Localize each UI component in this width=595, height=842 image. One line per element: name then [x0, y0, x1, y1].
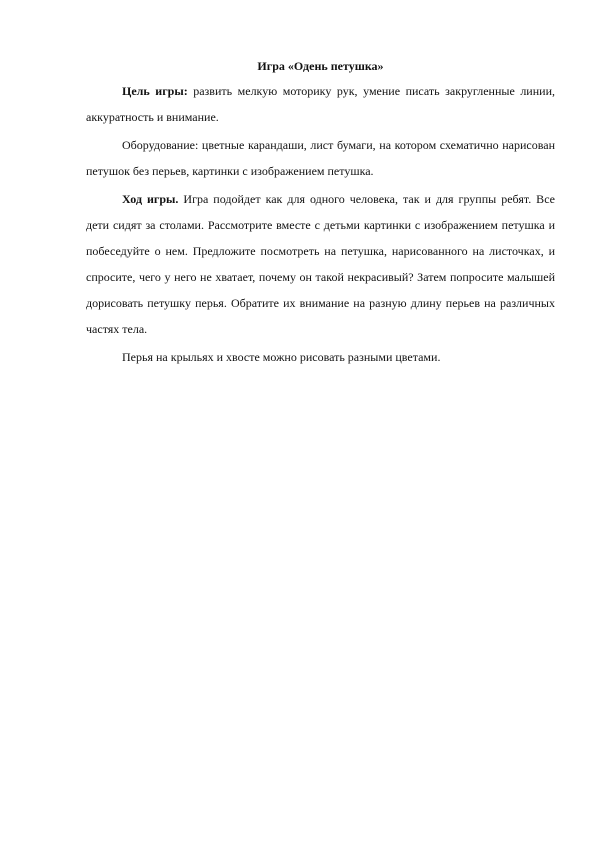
- goal-label: Цель игры:: [122, 84, 188, 98]
- note-paragraph: Перья на крыльях и хвосте можно рисовать разными цветами.: [122, 350, 441, 364]
- course-paragraph: [86, 186, 555, 342]
- course-text: Игра подойдет как для одного человека, так и для группы ребят. Все дети сидят за столами. Рассмотрите вместе с детьми картинки с изображением петушка и побеседуйте о нем. Предложите посмотреть на петушка, нарисованного на листочках, и спросите, чего у него не хватает, почему он такой некрасивый? Затем попросите малышей дорисовать петушку перья. Обратите их внимание на разную длину перьев на различных частях тела.: [86, 192, 555, 336]
- goal-text: развить мелкую моторику рук, умение писать закругленные линии, аккуратность и внимание.: [86, 84, 555, 124]
- goal-paragraph: [86, 78, 555, 130]
- document-title: Игра «Одень петушка»: [257, 59, 384, 73]
- course-label: Ход игры.: [122, 192, 179, 206]
- document-page: [86, 56, 555, 370]
- equipment-paragraph: Оборудование: цветные карандаши, лист бумаги, на котором схематично нарисован петушок без перьев, картинки с изображением петушка.: [86, 138, 555, 178]
